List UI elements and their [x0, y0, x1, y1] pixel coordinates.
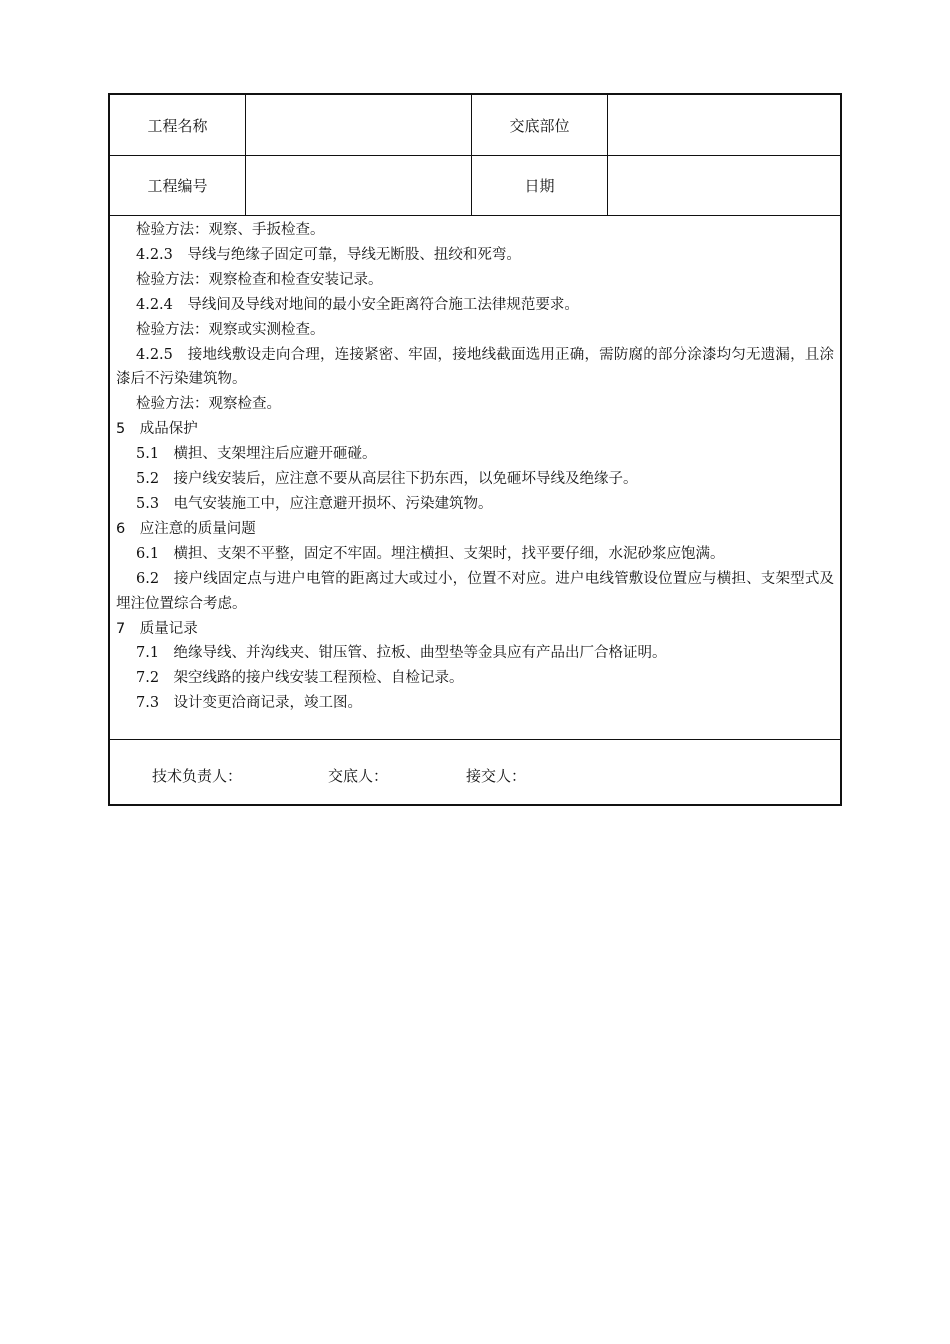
- content-line: 检验方法：观察或实测检查。: [136, 321, 325, 338]
- content-line: 5.2 接户线安装后，应注意不要从高层往下扔东西，以免砸坏导线及绝缘子。: [136, 471, 638, 488]
- content-line: 检验方法：观察检查。: [136, 396, 281, 413]
- content-line: 4.2.3 导线与绝缘子固定可靠，导线无断股、扭绞和死弯。: [136, 246, 521, 263]
- content-line: 7.1 绝缘导线、并沟线夹、钳压管、拉板、曲型垫等金具应有产品出厂合格证明。: [136, 645, 667, 662]
- section-heading-5: 5 成品保护: [116, 421, 198, 438]
- disclosure-form: [108, 93, 842, 806]
- project-name-label: 工程名称: [110, 95, 246, 155]
- content-line: 检验方法：观察检查和检查安装记录。: [136, 271, 383, 288]
- header-row-2: [110, 155, 840, 216]
- disclosure-part-label: 交底部位: [472, 95, 608, 155]
- section-heading-7: 7 质量记录: [116, 620, 198, 637]
- signature-row: [110, 741, 840, 804]
- disclosure-content: [110, 216, 840, 740]
- disclosure-part-field[interactable]: [608, 95, 840, 155]
- content-line: 4.2.4 导线间及导线对地间的最小安全距离符合施工法律规范要求。: [136, 296, 579, 313]
- date-field[interactable]: [608, 155, 840, 215]
- content-line: 7.2 架空线路的接户线安装工程预检、自检记录。: [136, 670, 464, 687]
- tech-lead-signature-label: 技术负责人：: [152, 767, 243, 785]
- date-label: 日期: [472, 155, 608, 215]
- content-line: 5.3 电气安装施工中，应注意避开损坏、污染建筑物。: [136, 495, 493, 512]
- project-number-field[interactable]: [246, 155, 472, 215]
- project-name-field[interactable]: [246, 95, 472, 155]
- section-heading-6: 6 应注意的质量问题: [116, 520, 256, 537]
- content-line: 7.3 设计变更洽商记录，竣工图。: [136, 695, 363, 712]
- discloser-signature-label: 交底人：: [328, 767, 389, 785]
- content-paragraph: 6.2 接户线固定点与进户电管的距离过大或过小，位置不对应。进户电线管敷设位置应与横担、支架型式及埋注位置综合考虑。: [116, 570, 834, 612]
- content-paragraph: 4.2.5 接地线敷设走向合理，连接紧密、牢固，接地线截面选用正确，需防腐的部分涂漆均匀无遗漏，且涂漆后不污染建筑物。: [116, 346, 834, 388]
- content-line: 检验方法：观察、手扳检查。: [136, 222, 325, 238]
- receiver-signature-label: 接交人：: [466, 767, 527, 785]
- header-row-1: [110, 95, 840, 156]
- content-line: 5.1 横担、支架埋注后应避开砸碰。: [136, 446, 377, 463]
- content-line: 6.1 横担、支架不平整，固定不牢固。埋注横担、支架时，找平要仔细，水泥砂浆应饱满。: [136, 545, 725, 562]
- project-number-label: 工程编号: [110, 155, 246, 215]
